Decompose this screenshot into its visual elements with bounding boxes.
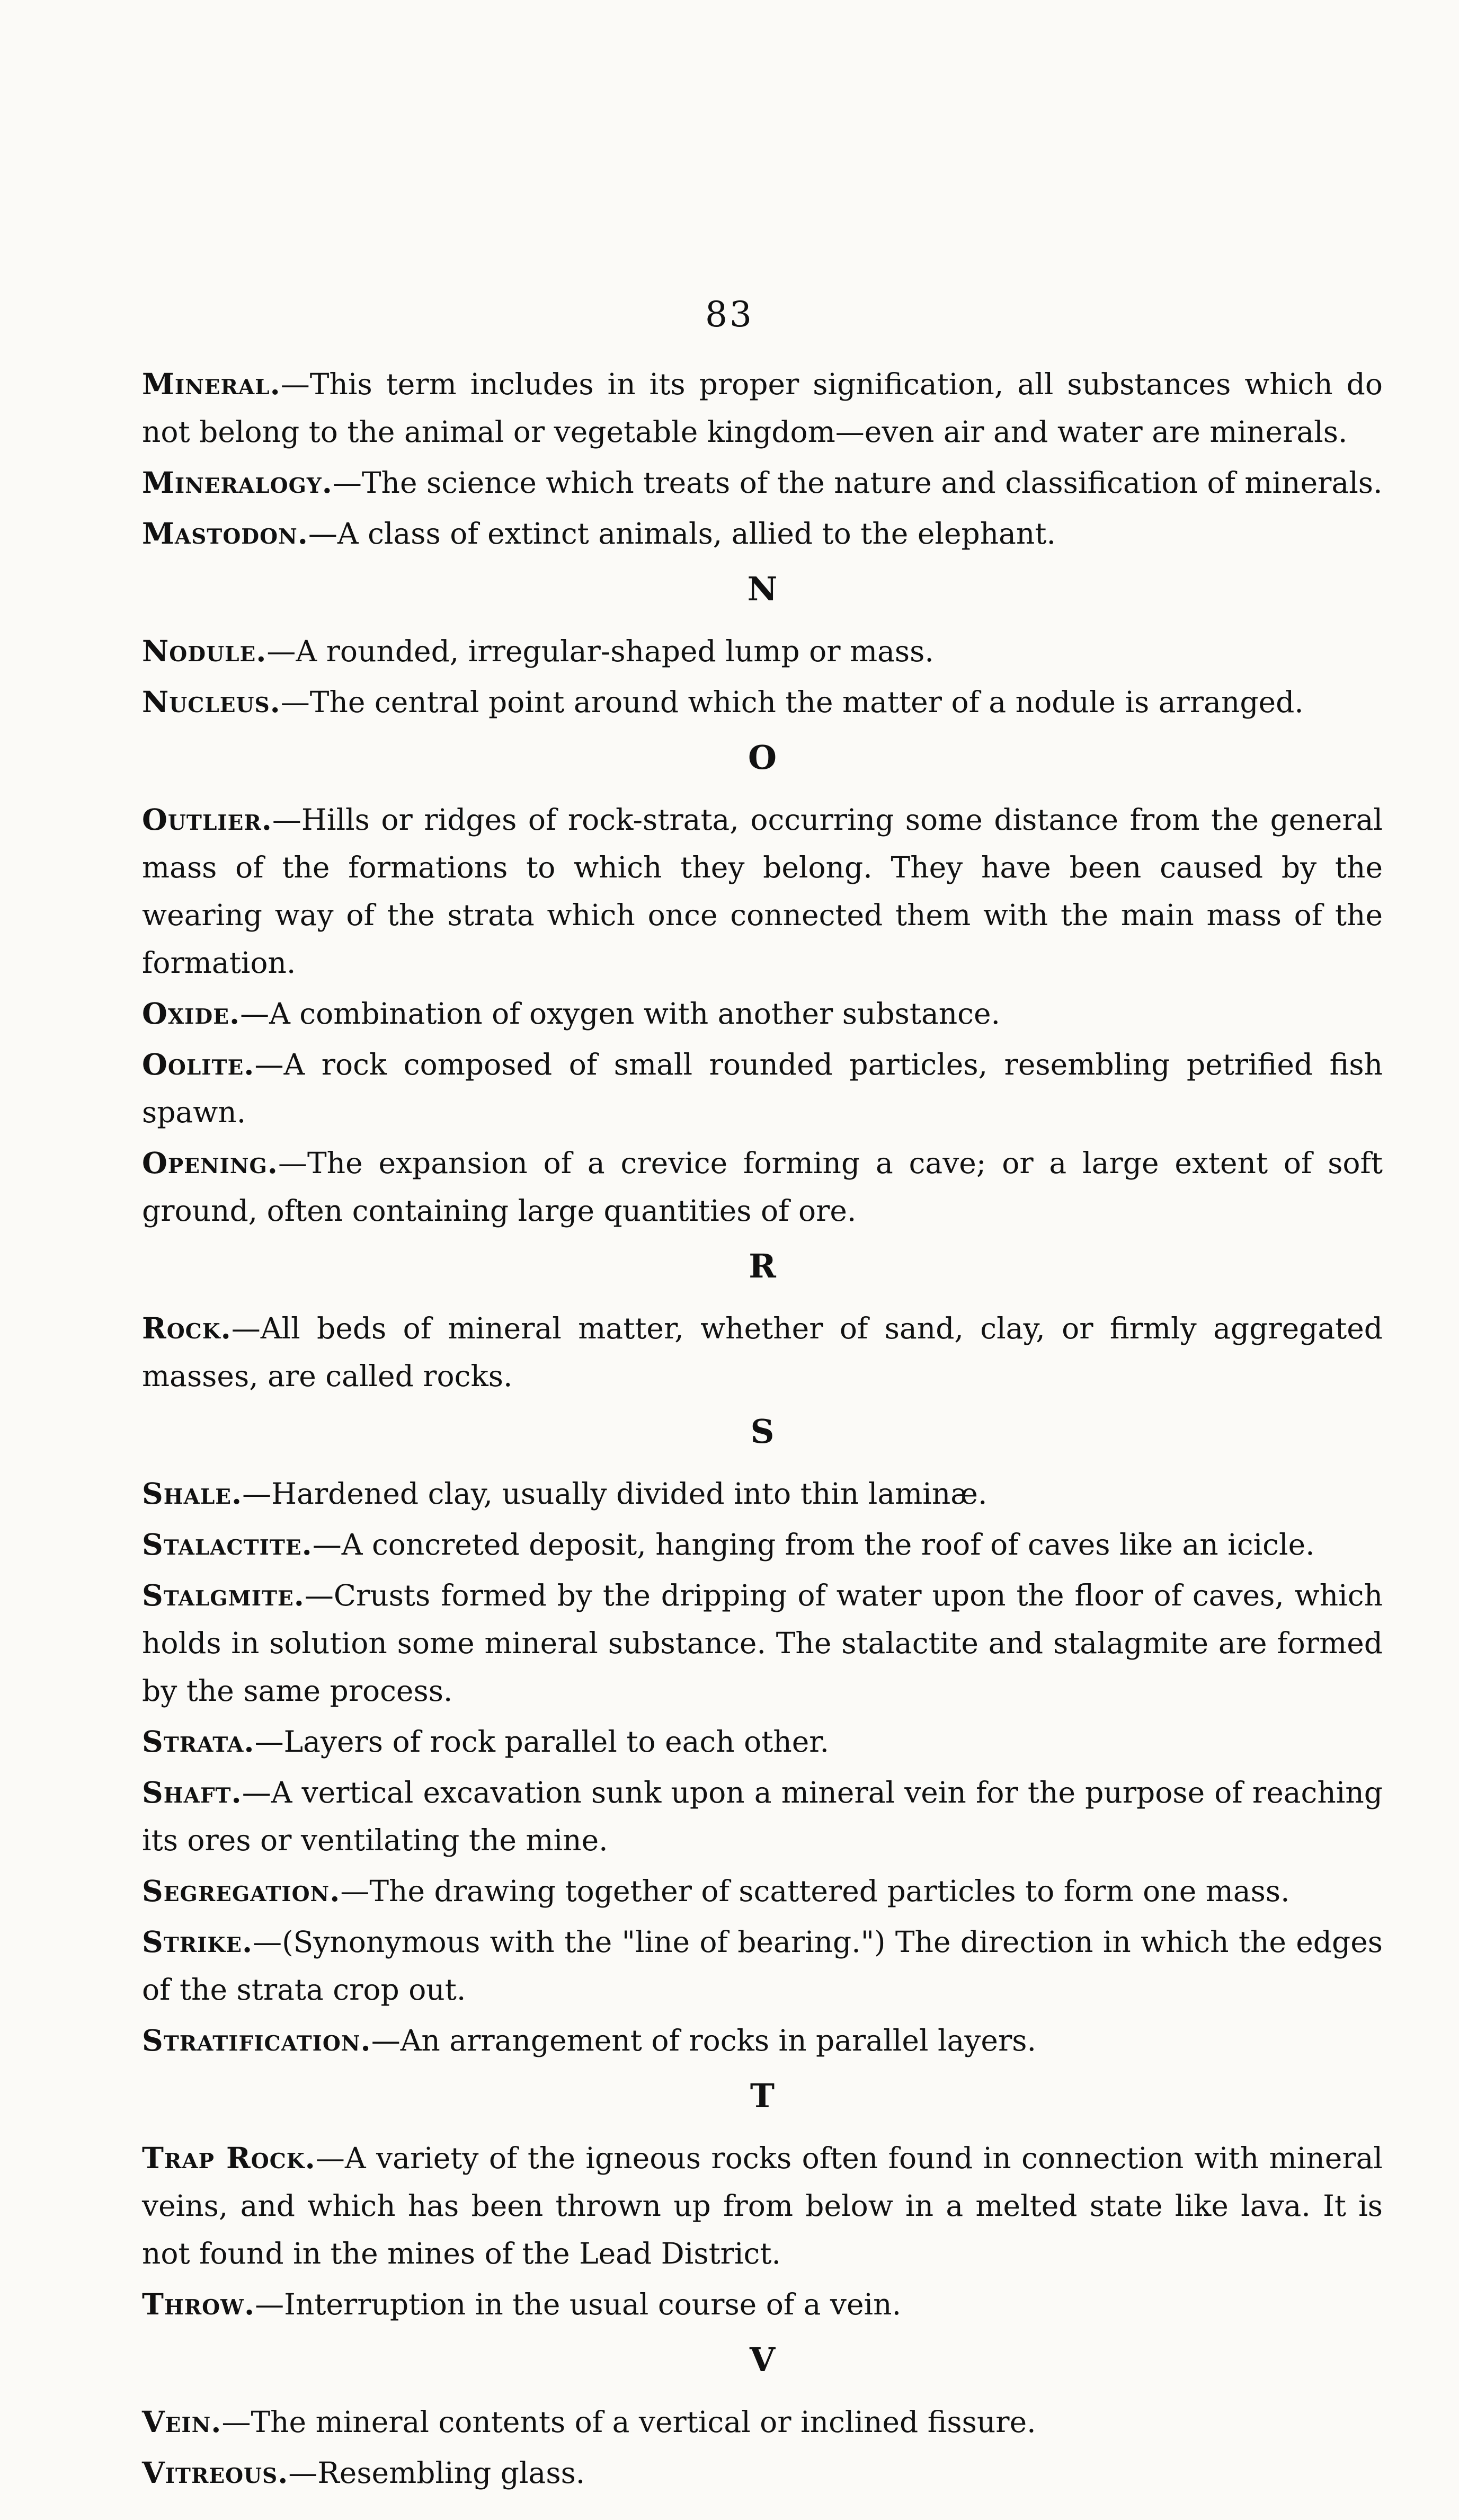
glossary-entry (142, 1867, 1383, 1915)
entry-term: Rock. (142, 1311, 232, 1345)
entry-term: Nucleus. (142, 685, 281, 719)
entry-definition: —A rounded, irregular-shaped lump or mass. (266, 634, 934, 668)
glossary-entry (142, 1521, 1383, 1568)
entry-term: Stratification. (142, 2023, 371, 2057)
entry-definition: —Interruption in the usual course of a vein. (255, 2287, 902, 2321)
glossary-entry (142, 1918, 1383, 2013)
entry-definition: —A class of extinct animals, allied to the elephant. (308, 517, 1056, 551)
entry-term: Mineral. (142, 367, 281, 401)
entry-definition: —All beds of mineral matter, whether of sand, clay, or firmly aggregated masses, are called rocks. (142, 1311, 1383, 1393)
glossary-entry (142, 1041, 1383, 1136)
glossary-entry (142, 1470, 1383, 1518)
entry-term: Nodule. (142, 634, 267, 668)
entry-definition: —A rock composed of small rounded particles, resembling petrified fish spawn. (142, 1048, 1383, 1129)
glossary-entry (142, 459, 1383, 507)
entry-term: Shale. (142, 1476, 243, 1511)
entry-term: Mastodon. (142, 516, 308, 551)
glossary-entry (142, 510, 1383, 557)
entry-definition: —A variety of the igneous rocks often found in connection with mineral veins, and which has been thrown up from below in a melted state like lava. It is not found in the mines of the Lead District. (142, 2141, 1383, 2270)
entry-term: Opening. (142, 1146, 278, 1180)
section-letter: N (747, 570, 778, 608)
entry-term: Stalgmite. (142, 1578, 305, 1612)
glossary-entry (142, 990, 1383, 1037)
entry-definition: —A vertical excavation sunk upon a mineral vein for the purpose of reaching its ores or ventilating the mine. (142, 1776, 1383, 1857)
glossary-entry (142, 2017, 1383, 2064)
entry-definition: —The drawing together of scattered particles to form one mass. (340, 1874, 1290, 1908)
entry-definition: —Hills or ridges of rock-strata, occurring some distance from the general mass of the formations to which they belong. They have been caused by the wearing way of the strata which once connected them with the main mass of the formation. (142, 803, 1383, 980)
glossary-entry (142, 1572, 1383, 1715)
glossary-content (142, 360, 1383, 2500)
entry-term: Strike. (142, 1924, 253, 1959)
glossary-entry (142, 2449, 1383, 2497)
entry-term: Strata. (142, 1724, 255, 1759)
glossary-entry (142, 627, 1383, 675)
entry-definition: —Layers of rock parallel to each other. (254, 1725, 830, 1759)
entry-term: Outlier. (142, 802, 272, 837)
glossary-entry (142, 2134, 1383, 2277)
section-letter: T (750, 2077, 775, 2115)
entry-term: Mineralogy. (142, 465, 333, 500)
entry-term: Stalactite. (142, 1527, 313, 1561)
section-letter: S (750, 1412, 775, 1451)
entry-definition: —The expansion of a crevice forming a cave; or a large extent of soft ground, often containing large quantities of ore. (142, 1146, 1383, 1228)
section-letter: R (749, 1247, 776, 1285)
entry-definition: —A concreted deposit, hanging from the roof of caves like an icicle. (312, 1528, 1315, 1561)
entry-definition: —(Synonymous with the "line of bearing.") The direction in which the edges of the strata crop out. (142, 1925, 1383, 2007)
entry-term: Segregation. (142, 1874, 341, 1908)
entry-definition: —The mineral contents of a vertical or inclined fissure. (221, 2405, 1036, 2439)
entry-term: Trap Rock. (142, 2141, 316, 2175)
section-letter: V (749, 2340, 776, 2379)
glossary-entry (142, 2281, 1383, 2328)
entry-definition: —A combination of oxygen with another substance. (240, 997, 1000, 1031)
entry-definition: —The science which treats of the nature and classification of minerals. (332, 466, 1383, 500)
glossary-entry (142, 360, 1383, 456)
glossary-entry (142, 2398, 1383, 2446)
glossary-entry (142, 1718, 1383, 1765)
entry-definition: —Crusts formed by the dripping of water upon the floor of caves, which holds in solution some mineral substance. The stalactite and stalagmite are formed by the same process. (142, 1578, 1383, 1708)
entry-term: Shaft. (142, 1775, 242, 1809)
entry-term: Throw. (142, 2287, 255, 2321)
entry-term: Oxide. (142, 996, 241, 1031)
entry-definition: —Resembling glass. (288, 2456, 585, 2490)
entry-definition: —The central point around which the matter of a nodule is arranged. (280, 685, 1304, 719)
entry-term: Vitreous. (142, 2455, 289, 2490)
page-number: 83 (705, 294, 754, 335)
glossary-entry (142, 1305, 1383, 1400)
entry-definition: —This term includes in its proper signification, all substances which do not belong to the animal or vegetable kingdom—even air and water are minerals. (142, 367, 1383, 449)
glossary-entry (142, 1139, 1383, 1235)
entry-definition: —Hardened clay, usually divided into thin laminæ. (242, 1477, 988, 1511)
entry-term: Oolite. (142, 1047, 255, 1081)
section-letter: O (748, 738, 777, 777)
glossary-entry (142, 1769, 1383, 1864)
entry-definition: —An arrangement of rocks in parallel layers. (371, 2024, 1036, 2057)
glossary-entry (142, 796, 1383, 987)
entry-term: Vein. (142, 2404, 222, 2439)
glossary-entry (142, 678, 1383, 726)
